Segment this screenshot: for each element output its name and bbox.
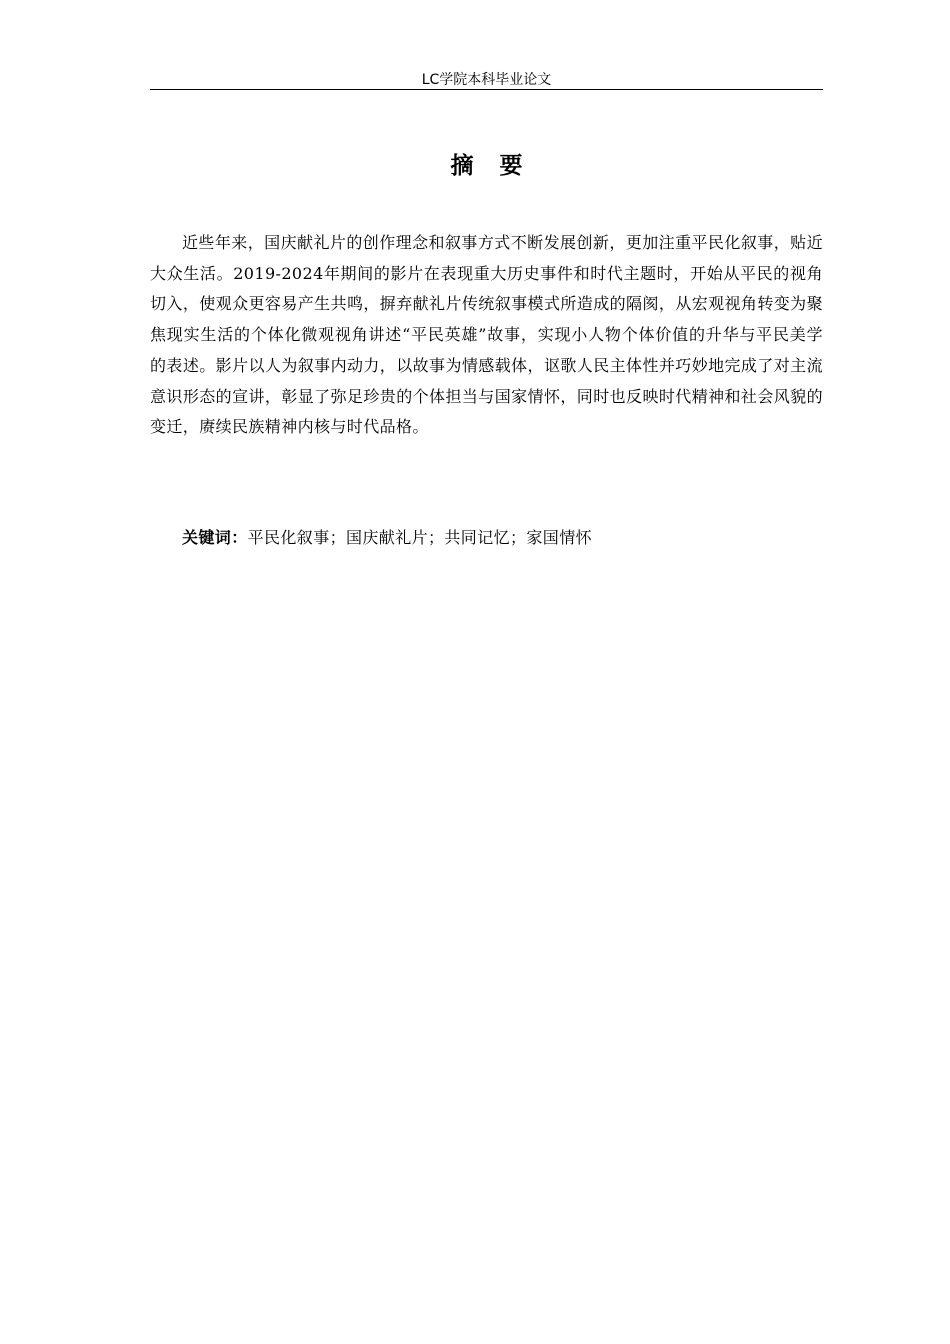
keywords-label: 关键词： [182, 528, 248, 547]
page-header: LC学院本科毕业论文 [421, 72, 552, 88]
keywords-line [150, 523, 823, 553]
abstract-title: 摘要 [450, 153, 549, 179]
keywords-text: 平民化叙事；国庆献礼片；共同记忆；家国情怀 [247, 528, 593, 547]
abstract-body: 近些年来，国庆献礼片的创作理念和叙事方式不断发展创新，更加注重平民化叙事，贴近大众生活。2019-2024年期间的影片在表现重大历史事件和时代主题时，开始从平民的视角切入，使观众更容易产生共鸣，摒弃献礼片传统叙事模式所造成的隔阂，从宏观视角转变为聚焦现实生活的个体化微观视角讲述“平民英雄”故事，实现小人物个体价值的升华与平民美学的表述。影片以人为叙事内动力，以故事为情感载体，讴歌人民主体性并巧妙地完成了对主流意识形态的宣讲，彰显了弥足珍贵的个体担当与国家情怀，同时也反映时代精神和社会风貌的变迁，赓续民族精神内核与时代品格。 [150, 233, 823, 437]
header-divider [150, 89, 823, 90]
